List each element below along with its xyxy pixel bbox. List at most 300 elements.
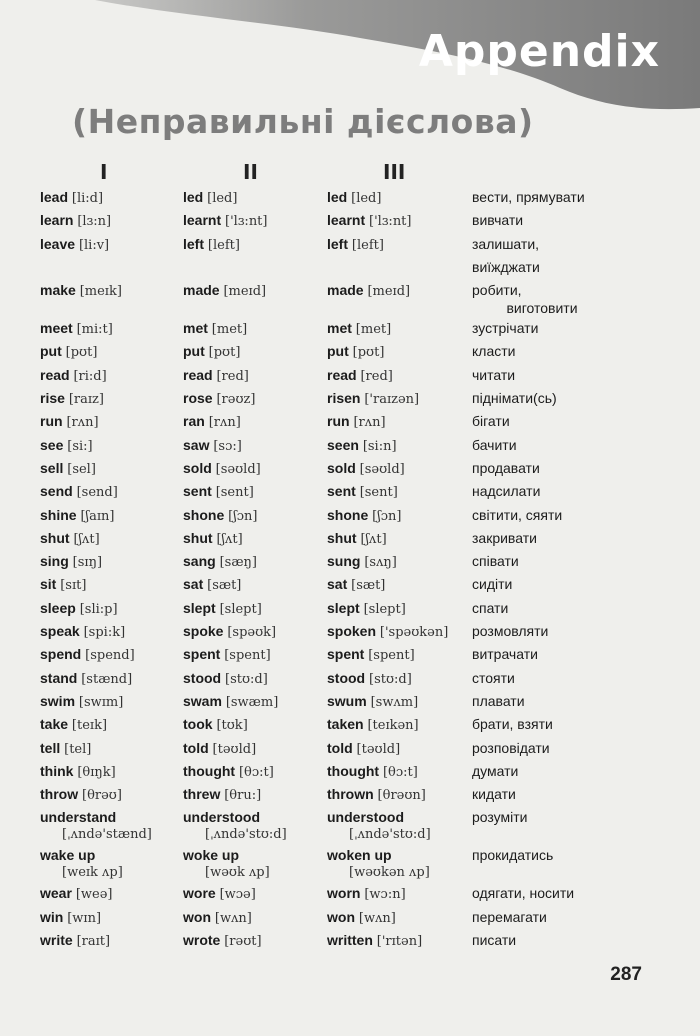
form-1-word: sell [40,459,64,476]
form-2-cell [183,884,327,907]
form-2-word: sat [183,576,204,593]
form-1-word: think [40,762,74,779]
form-1-word: take [40,716,69,733]
form-2-word: wore [183,885,216,902]
form-2-transcription: [səʊld] [215,461,261,477]
form-3-transcription: [slept] [363,601,406,617]
table-row [40,319,670,342]
form-1-transcription: [sɪt] [60,578,87,594]
form-3-word: risen [327,390,361,407]
translation: продавати [472,459,540,476]
table-row [40,211,670,234]
translation: сидіти [472,576,513,593]
form-1-cell [40,211,183,234]
form-3-cell [327,739,472,762]
form-1-transcription: [sli:p] [79,601,118,617]
form-1-word: see [40,436,64,453]
form-1-word: wake up [40,847,96,864]
form-3-transcription: [met] [355,322,392,338]
form-2-word: swam [183,692,222,709]
form-1-cell [40,715,183,738]
form-2-transcription: [left] [207,237,240,253]
page-title: (Неправильні дієслова) [72,102,534,141]
translation: виїжджати [472,258,540,275]
translation: класти [472,343,516,360]
translation: прокидатись [472,847,554,864]
form-1-cell [40,482,183,505]
form-2-transcription: [sent] [215,485,254,501]
translation-cell [472,599,670,622]
form-3-cell [327,459,472,482]
table-row [40,436,670,459]
form-3-cell [327,482,472,505]
form-1-cell [40,529,183,552]
form-1-word: sit [40,576,57,593]
form-3-word: thrown [327,786,374,803]
table-row [40,669,670,692]
table-row [40,281,670,319]
table-row [40,412,670,435]
translation-cell [472,692,670,715]
form-3-cell [327,785,472,808]
form-2-word: learnt [183,212,222,229]
form-2-cell [183,529,327,552]
translation-cell [472,281,670,319]
table-row [40,739,670,762]
form-3-cell [327,622,472,645]
translation: розмовляти [472,623,549,640]
form-3-cell [327,389,472,412]
form-2-cell [183,188,327,211]
form-3-word: spoken [327,623,377,640]
translation: кидати [472,786,516,803]
translation-cell [472,366,670,389]
form-3-cell [327,846,472,884]
form-1-cell [40,645,183,668]
form-3-cell [327,762,472,785]
form-1-transcription: [meɪk] [79,284,122,300]
table-row [40,846,670,884]
form-2-transcription: [spent] [224,648,271,664]
translation: спати [472,599,509,616]
translation: залишати, [472,235,540,252]
form-1-word: rise [40,390,65,407]
form-3-transcription: [si:n] [362,438,397,454]
form-1-transcription: [li:v] [78,237,110,253]
table-row [40,366,670,389]
form-1-cell [40,739,183,762]
form-3-word: run [327,413,350,430]
form-3-transcription: [spent] [368,648,415,664]
form-2-word: spent [183,646,221,663]
translation: зустрічати [472,320,539,337]
form-1-word: write [40,932,73,949]
form-3-transcription: [təʊld] [356,741,401,757]
form-1-transcription: [weɪk ʌp] [62,865,123,881]
form-1-transcription: [θɪŋk] [77,764,116,780]
form-3-cell [327,281,472,319]
form-1-word: put [40,343,62,360]
form-1-cell [40,319,183,342]
form-2-transcription: [swæm] [225,694,279,710]
form-3-word: shone [327,506,369,523]
form-3-cell [327,319,472,342]
form-1-transcription: [spi:k] [83,625,126,641]
form-2-cell [183,506,327,529]
form-2-word: led [183,189,204,205]
table-row [40,808,670,846]
form-1-word: shut [40,529,70,546]
form-1-cell [40,599,183,622]
form-1-transcription: [send] [76,485,118,501]
form-2-cell [183,908,327,931]
table-row [40,459,670,482]
form-2-cell [183,459,327,482]
form-2-transcription: [ʃʌt] [216,531,243,547]
form-3-transcription: [θɔ:t] [382,764,418,780]
form-2-transcription: [θru:] [224,788,262,804]
form-1-cell [40,459,183,482]
translation: піднімати(сь) [472,390,557,407]
form-1-word: send [40,483,73,500]
form-2-word: slept [183,599,216,616]
table-row [40,785,670,808]
form-1-transcription: [sel] [67,461,96,477]
form-1-transcription: [spend] [85,648,135,664]
form-1-transcription: [wɪn] [67,910,102,926]
form-2-transcription: [slept] [219,601,262,617]
form-2-word: put [183,343,205,360]
table-row [40,762,670,785]
translation-cell [472,319,670,342]
form-2-cell [183,739,327,762]
form-2-word: shone [183,506,225,523]
form-2-cell [183,258,327,281]
translation-cell [472,258,670,281]
form-1-transcription: [weə] [75,887,113,903]
form-1-cell [40,412,183,435]
form-1-transcription: [tel] [64,741,92,757]
section-label: Appendix [418,26,660,77]
form-3-transcription: ['raɪzən] [364,392,420,408]
form-1-word: make [40,282,76,299]
form-3-transcription: [ˌʌndə'stʊ:d] [349,827,431,843]
form-2-transcription: [met] [211,322,248,338]
form-1-word: understand [40,809,117,826]
form-1-cell [40,506,183,529]
form-3-word: slept [327,599,360,616]
form-1-cell [40,762,183,785]
translation-cell [472,389,670,412]
form-3-cell [327,808,472,846]
translation: розповідати [472,739,550,756]
form-2-word: read [183,366,213,383]
form-3-word: sung [327,553,361,570]
translation-cell [472,808,670,846]
form-3-cell [327,552,472,575]
translation: розуміти [472,809,528,826]
form-2-cell [183,846,327,884]
form-2-word: sent [183,483,212,500]
form-2-cell [183,599,327,622]
form-2-cell [183,366,327,389]
form-2-transcription: [ʃɔn] [228,508,258,524]
form-3-cell [327,669,472,692]
translation-continued: виготовити [506,300,578,317]
form-2-transcription: [təʊld] [212,741,257,757]
form-1-transcription: [li:d] [71,191,104,206]
form-1-cell [40,622,183,645]
form-1-word: tell [40,739,61,756]
form-1-transcription: [rʌn] [66,415,99,431]
form-3-word: led [327,189,348,205]
translation: брати, взяти [472,716,553,733]
translation: писати [472,932,517,949]
form-3-transcription: [sent] [359,485,398,501]
form-3-word: shut [327,529,357,546]
form-1-word: leave [40,235,76,252]
form-1-word: learn [40,212,74,229]
form-2-word: took [183,716,213,733]
form-2-word: sang [183,553,216,570]
column-head-2: II [243,160,258,184]
form-2-word: saw [183,436,210,453]
table-row [40,552,670,575]
form-2-transcription: [sæŋ] [219,555,257,571]
form-1-cell [40,258,183,281]
form-2-transcription: [rəʊt] [224,934,262,950]
form-3-word: left [327,235,348,252]
form-2-transcription: [θɔ:t] [238,764,274,780]
form-3-cell [327,366,472,389]
form-2-transcription: [spəʊk] [227,625,277,641]
form-2-cell [183,645,327,668]
form-2-cell [183,342,327,365]
form-3-transcription: [wɔ:n] [364,887,406,903]
table-row [40,884,670,907]
form-1-cell [40,575,183,598]
form-3-word: won [327,908,355,925]
form-1-transcription: [θrəʊ] [82,788,122,804]
form-3-word: sent [327,483,356,500]
column-head-3: III [383,160,406,184]
form-2-transcription: [stʊ:d] [225,671,268,687]
table-row [40,715,670,738]
form-2-cell [183,762,327,785]
form-3-transcription: [rʌn] [353,415,386,431]
form-3-cell [327,931,472,954]
translation: надсилати [472,483,541,500]
form-2-word: told [183,739,209,756]
form-2-word: won [183,908,211,925]
form-2-word: stood [183,669,222,686]
form-1-cell [40,808,183,846]
form-1-transcription: [pʊt] [65,345,98,361]
form-2-transcription: [wəʊk ʌp] [205,865,270,881]
form-2-transcription: [wɔə] [219,887,256,903]
form-1-cell [40,342,183,365]
form-3-cell [327,342,472,365]
form-2-cell [183,715,327,738]
irregular-verbs-table [40,188,670,954]
translation: робити, [472,282,522,299]
form-1-transcription: [teɪk] [71,718,108,734]
translation: закривати [472,529,537,546]
form-1-transcription: [ˌʌndə'stænd] [62,827,152,843]
table-row [40,622,670,645]
form-2-word: left [183,235,204,252]
form-1-cell [40,884,183,907]
translation: стояти [472,669,515,686]
form-2-word: understood [183,809,260,826]
table-row [40,188,670,211]
form-1-cell [40,366,183,389]
translation-cell [472,622,670,645]
form-3-transcription: [pʊt] [352,345,385,361]
form-3-word: sold [327,459,356,476]
form-1-cell [40,281,183,319]
translation: плавати [472,692,525,709]
form-3-cell [327,599,472,622]
form-3-cell [327,529,472,552]
table-row [40,575,670,598]
table-row [40,235,670,258]
translation-cell [472,645,670,668]
form-3-word: put [327,343,349,360]
form-1-cell [40,692,183,715]
translation-cell [472,785,670,808]
form-3-cell [327,235,472,258]
form-1-word: shine [40,506,77,523]
form-3-transcription: [ʃʌt] [360,531,387,547]
translation-cell [472,552,670,575]
translation-cell [472,459,670,482]
form-2-cell [183,931,327,954]
translation-cell [472,908,670,931]
form-3-transcription: [θrəʊn] [377,788,426,804]
form-2-cell [183,552,327,575]
form-1-cell [40,436,183,459]
translation-cell [472,575,670,598]
form-3-transcription: [səʊld] [359,461,405,477]
form-1-word: meet [40,320,73,337]
form-3-transcription: [sʌŋ] [364,555,397,571]
form-3-word: sat [327,576,348,593]
form-3-cell [327,575,472,598]
form-1-cell [40,188,183,211]
form-2-transcription: [led] [207,191,238,206]
form-2-transcription: [pʊt] [208,345,241,361]
form-3-word: stood [327,669,366,686]
form-3-cell [327,211,472,234]
form-1-cell [40,785,183,808]
form-2-transcription: [tʊk] [216,718,248,734]
form-2-cell [183,482,327,505]
form-1-transcription: [ʃʌt] [73,531,100,547]
table-row [40,931,670,954]
form-3-cell [327,884,472,907]
form-1-transcription: [lɜ:n] [77,214,112,230]
form-2-cell [183,281,327,319]
form-1-word: win [40,908,64,925]
form-2-transcription: [sɔ:] [213,438,242,454]
form-2-cell [183,211,327,234]
table-row [40,529,670,552]
form-2-cell [183,622,327,645]
form-1-cell [40,389,183,412]
form-1-word: wear [40,885,72,902]
form-2-word: woke up [183,847,240,864]
form-1-word: read [40,366,70,383]
form-3-transcription: [left] [351,237,384,253]
form-2-word: shut [183,529,213,546]
form-2-cell [183,785,327,808]
translation: витрачати [472,646,538,663]
form-1-transcription: [si:] [67,438,93,454]
translation: бачити [472,436,517,453]
form-2-word: threw [183,786,221,803]
form-1-cell [40,669,183,692]
form-2-word: spoke [183,623,224,640]
form-3-word: learnt [327,212,366,229]
form-1-transcription: [raɪt] [76,934,111,950]
form-3-cell [327,908,472,931]
translation-cell [472,342,670,365]
page-number: 287 [610,964,642,985]
translation: бігати [472,413,510,430]
form-3-word: written [327,932,373,949]
translation: читати [472,366,516,383]
form-1-word: speak [40,623,80,640]
translation-cell [472,482,670,505]
form-1-transcription: [mi:t] [76,322,113,338]
form-3-transcription: [ʃɔn] [372,508,402,524]
form-3-word: met [327,320,352,337]
form-3-word: woken up [327,847,392,864]
form-3-transcription: [red] [360,368,393,384]
table-row [40,506,670,529]
form-2-cell [183,575,327,598]
form-2-cell [183,319,327,342]
form-3-transcription: [meɪd] [367,284,411,300]
translation-cell [472,188,670,211]
table-row [40,258,670,281]
form-2-word: ran [183,413,205,430]
form-3-transcription: [teɪkən] [367,718,419,734]
form-3-transcription: ['spəʊkən] [379,625,449,641]
form-2-cell [183,412,327,435]
form-1-transcription: [ri:d] [73,368,107,384]
form-3-word: worn [327,885,361,902]
form-3-word: made [327,282,364,299]
translation: вивчати [472,212,524,229]
form-3-cell [327,412,472,435]
form-3-word: seen [327,436,359,453]
form-2-cell [183,389,327,412]
form-1-cell [40,552,183,575]
form-3-transcription: [sæt] [351,578,386,594]
form-3-word: thought [327,762,380,779]
form-2-word: rose [183,390,213,407]
form-3-word: read [327,366,357,383]
translation-cell [472,506,670,529]
form-3-word: understood [327,809,404,826]
translation-cell [472,211,670,234]
form-2-transcription: [rəʊz] [216,392,256,408]
form-3-cell [327,645,472,668]
form-1-word: lead [40,189,69,205]
form-1-word: stand [40,669,78,686]
